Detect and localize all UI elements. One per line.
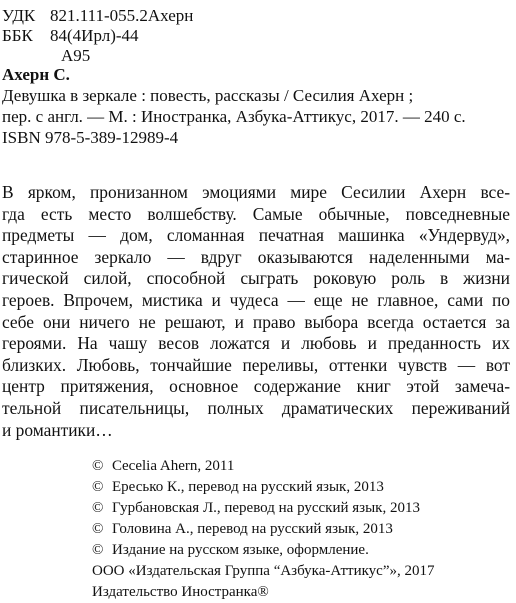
annotation-line: близких. Любовь, тончайшие переливы, оттенки чувств — вот	[2, 354, 510, 375]
copyright-entry	[92, 477, 435, 498]
bbk-label: ББК	[2, 26, 33, 45]
annotation-line: предметы — дом, сломанная печатная машинка «Ундервуд»,	[2, 225, 510, 246]
author-sign-row	[2, 46, 193, 66]
bbk-value: 84(4Ирл)-44	[50, 26, 139, 45]
udk-row	[2, 6, 193, 26]
annotation-line: гической силой, способной сыграть роковую роль в жизни	[2, 268, 510, 289]
bbk-row	[2, 26, 193, 46]
title-line: Девушка в зеркале : повесть, рассказы / Сесилия Ахерн ;	[2, 86, 414, 105]
annotation-line: героев. Впрочем, мистика и чудеса — еще не главное, сами по	[2, 289, 510, 310]
isbn-line: ISBN 978-5-389-12989-4	[2, 128, 179, 147]
classification-block	[2, 6, 193, 66]
publication-line: пер. с англ. — М. : Иностранка, Азбука-Аттикус, 2017. — 240 с.	[2, 107, 466, 126]
copyright-symbol: ©	[92, 542, 104, 558]
annotation-line: и романтики…	[2, 419, 113, 440]
publisher-line: ООО «Издательская Группа “Азбука-Аттикус”», 2017	[92, 563, 435, 579]
copyright-text: Гурбановская Л., перевод на русский язык, 2013	[112, 500, 420, 516]
annotation-line: В ярком, пронизанном эмоциями мире Сесилии Ахерн все-	[2, 182, 510, 202]
author-sign: А95	[61, 46, 91, 65]
author-heading: Ахерн С.	[2, 65, 70, 84]
copyright-entry	[92, 498, 435, 519]
copyright-symbol: ©	[92, 479, 104, 495]
copyright-entry	[92, 456, 435, 477]
copyright-text: Головина А., перевод на русский язык, 2013	[112, 521, 393, 537]
udk-value: 821.111-055.2Ахерн	[50, 6, 194, 25]
annotation-line: гда есть место волшебству. Самые обычные, повседневные	[2, 203, 510, 224]
copyright-text: Ересько К., перевод на русский язык, 2013	[112, 479, 384, 495]
copyright-symbol: ©	[92, 458, 104, 474]
copyright-block	[92, 456, 435, 603]
publisher-line: Издательство Иностранка®	[92, 584, 269, 600]
annotation-line: тельной писательницы, полных драматических переживаний	[2, 397, 510, 418]
annotation-line: героями. На чашу весов ложатся и любовь и преданность их	[2, 333, 510, 354]
bibliographic-record	[2, 64, 510, 148]
copyright-entry	[92, 519, 435, 540]
annotation-line: центр притяжения, основное содержание книг этой замеча-	[2, 376, 510, 397]
annotation-paragraph	[2, 182, 510, 441]
copyright-text: Издание на русском языке, оформление.	[112, 542, 369, 558]
copyright-symbol: ©	[92, 500, 104, 516]
annotation-line: себе они ничего не решают, и право выбора всегда остается за	[2, 311, 510, 332]
copyright-entry	[92, 540, 435, 561]
copyright-symbol: ©	[92, 521, 104, 537]
copyright-text: Cecelia Ahern, 2011	[112, 458, 235, 474]
udk-label: УДК	[2, 6, 36, 25]
annotation-line: старинное зеркало — вдруг оказываются наделенными ма-	[2, 246, 510, 267]
